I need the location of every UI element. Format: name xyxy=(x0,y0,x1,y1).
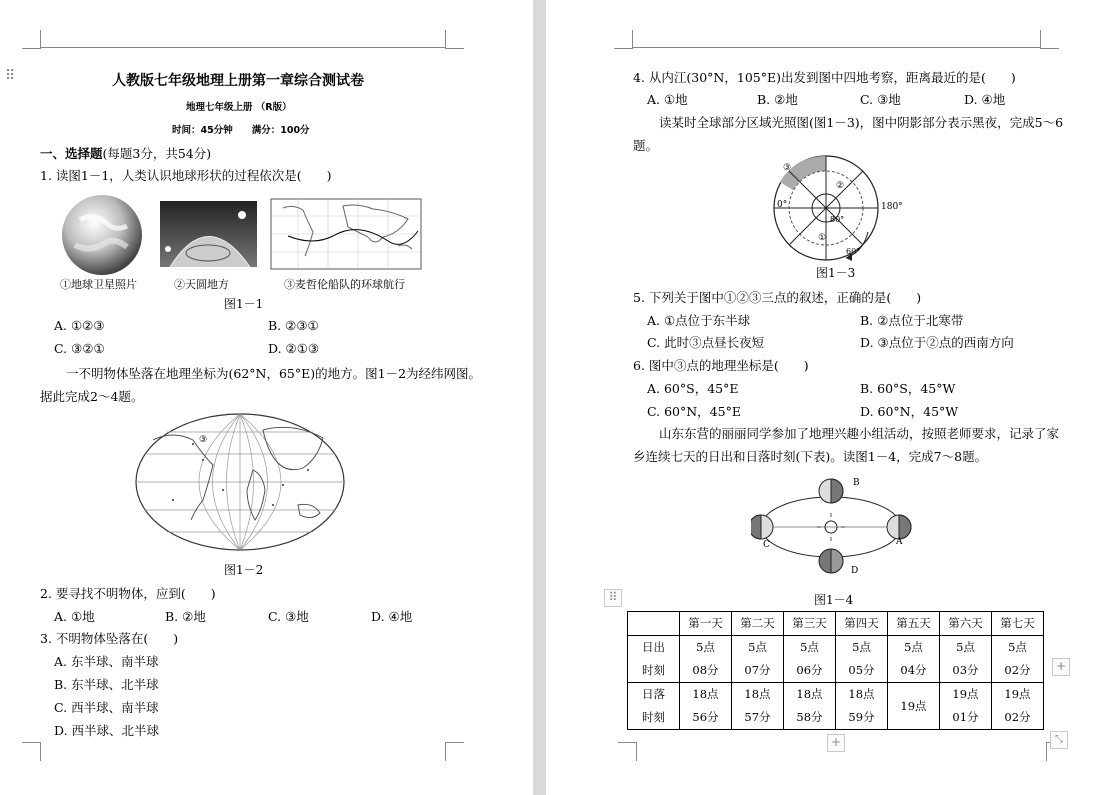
fig4-label-a: A xyxy=(896,537,903,547)
fig3-label-80deg: 80° xyxy=(830,215,845,224)
table-cell: 5点 02分 xyxy=(992,636,1044,683)
intro-2-4-line2: 据此完成2～4题。 xyxy=(40,389,144,404)
fig3-point-1: ① xyxy=(818,233,827,243)
earth-orbit-diagram xyxy=(751,475,921,585)
question-6: 6. 图中③点的地理坐标是( ) xyxy=(633,358,809,373)
fig4-label-c: C xyxy=(763,540,770,550)
q2-option-a[interactable]: A. ①地 xyxy=(54,609,95,624)
add-row-button[interactable]: + xyxy=(827,734,845,752)
table-cell: 5点 05分 xyxy=(836,636,888,683)
add-column-button[interactable]: + xyxy=(1052,658,1070,676)
q5-option-c[interactable]: C. 此时③点昼长夜短 xyxy=(647,335,765,350)
table-day-header: 第三天 xyxy=(784,612,836,636)
table-cell: 5点 03分 xyxy=(940,636,992,683)
fig3-label-60deg: 60° xyxy=(846,247,861,256)
page-corner-mark xyxy=(445,742,464,761)
q3-option-a[interactable]: A. 东半球、南半球 xyxy=(54,654,159,669)
q1-option-a[interactable]: A. ①②③ xyxy=(54,318,105,333)
fig4-label-b: B xyxy=(853,478,860,488)
page-corner-mark xyxy=(445,30,464,49)
intro-5-6-line2: 题。 xyxy=(633,138,659,153)
q2-option-b[interactable]: B. ②地 xyxy=(165,609,206,624)
table-cell: 19点 02分 xyxy=(992,683,1044,730)
q4-option-b[interactable]: B. ②地 xyxy=(757,92,798,107)
table-cell: 18点 59分 xyxy=(836,683,888,730)
table-drag-handle-icon[interactable]: ⠿ xyxy=(604,589,622,607)
q1-option-b[interactable]: B. ②③① xyxy=(268,318,319,333)
fig3-point-2: ② xyxy=(836,181,845,191)
table-cell: 19点 xyxy=(888,683,940,730)
fig4-label-d: D xyxy=(851,566,859,576)
page-gap xyxy=(533,0,546,795)
table-header-row xyxy=(628,612,1044,636)
left-page xyxy=(0,0,533,795)
fig3-point-3: ③ xyxy=(783,163,792,173)
q6-option-b[interactable]: B. 60°S，45°W xyxy=(860,381,956,396)
intro-5-6-line1: 读某时全球部分区域光照图(图1－3)，图中阴影部分表示黑夜，完成5～6 xyxy=(659,115,1064,130)
q2-option-c[interactable]: C. ③地 xyxy=(268,609,309,624)
q2-option-d[interactable]: D. ④地 xyxy=(371,609,413,624)
page-title: 人教版七年级地理上册第一章综合测试卷 xyxy=(112,73,364,89)
q6-option-a[interactable]: A. 60°S，45°E xyxy=(647,381,739,396)
svg-text:③: ③ xyxy=(199,435,208,445)
fig1-label-2: ②天圆地方 xyxy=(174,278,229,291)
drag-handle-icon[interactable]: ⠿ xyxy=(5,68,16,84)
subtitle: 地理七年级上册 （R版） xyxy=(186,102,292,113)
exam-info: 时间：45分钟 满分：100分 xyxy=(172,125,310,136)
fig1-label-1: ①地球卫星照片 xyxy=(60,278,137,291)
fig3-label-0deg: 0° xyxy=(777,200,788,210)
page-corner-mark xyxy=(22,30,41,49)
table-cell: 5点 07分 xyxy=(732,636,784,683)
q4-option-a[interactable]: A. ①地 xyxy=(647,92,688,107)
q6-option-c[interactable]: C. 60°N，45°E xyxy=(647,404,741,419)
fig3-label-180deg: 180° xyxy=(881,202,903,212)
table-row-sunset xyxy=(628,683,1044,730)
fig2-caption: 图1－2 xyxy=(224,563,264,577)
table-day-header: 第四天 xyxy=(836,612,888,636)
question-2: 2. 要寻找不明物体，应到( ) xyxy=(40,586,216,601)
q5-option-a[interactable]: A. ①点位于东半球 xyxy=(647,313,751,328)
question-4: 4. 从内江(30°N，105°E)出发到图中四地考察，距离最近的是( ) xyxy=(633,70,1016,85)
table-day-header: 第六天 xyxy=(940,612,992,636)
table-row-label: 日出 时刻 xyxy=(628,636,680,683)
table-cell: 18点 58分 xyxy=(784,683,836,730)
q3-option-d[interactable]: D. 西半球、北半球 xyxy=(54,723,160,738)
sunrise-sunset-table xyxy=(627,611,1044,730)
table-corner-cell xyxy=(628,612,680,636)
q4-option-d[interactable]: D. ④地 xyxy=(964,92,1006,107)
intro-2-4-line1: 一不明物体坠落在地理坐标为(62°N，65°E)的地方。图1－2为经纬网图。 xyxy=(66,366,482,381)
table-row-label: 日落 时刻 xyxy=(628,683,680,730)
table-day-header: 第七天 xyxy=(992,612,1044,636)
magellan-route-map xyxy=(268,196,426,274)
section-heading xyxy=(40,144,211,162)
fig3-caption: 图1－3 xyxy=(816,266,856,280)
page-corner-mark xyxy=(22,742,41,761)
intro-7-8-line1: 山东东营的丽丽同学参加了地理兴趣小组活动，按照老师要求，记录了家 xyxy=(659,426,1060,441)
page-corner-mark xyxy=(614,30,633,49)
table-cell: 19点 01分 xyxy=(940,683,992,730)
globe-photo-image xyxy=(55,195,150,275)
q1-option-c[interactable]: C. ③②① xyxy=(54,341,105,356)
section-label: 一、选择题 xyxy=(40,146,103,161)
question-3: 3. 不明物体坠落在( ) xyxy=(40,631,179,646)
resize-table-icon[interactable]: ⤡ xyxy=(1050,731,1068,749)
q3-option-c[interactable]: C. 西半球、南半球 xyxy=(54,700,159,715)
question-5: 5. 下列关于图中①②③三点的叙述，正确的是( ) xyxy=(633,290,922,305)
q4-option-c[interactable]: C. ③地 xyxy=(860,92,901,107)
fig4-caption: 图1－4 xyxy=(814,593,854,607)
header-line xyxy=(40,47,445,48)
page-corner-mark xyxy=(1040,30,1059,49)
table-day-header: 第五天 xyxy=(888,612,940,636)
right-page xyxy=(546,0,1100,795)
table-day-header: 第一天 xyxy=(680,612,732,636)
q5-option-b[interactable]: B. ②点位于北寒带 xyxy=(860,313,964,328)
table-cell: 5点 04分 xyxy=(888,636,940,683)
q3-option-b[interactable]: B. 东半球、北半球 xyxy=(54,677,159,692)
table-cell: 18点 57分 xyxy=(732,683,784,730)
q1-option-d[interactable]: D. ②①③ xyxy=(268,341,320,356)
table-cell: 5点 06分 xyxy=(784,636,836,683)
header-line xyxy=(632,47,1040,48)
graticule-world-map xyxy=(133,410,348,555)
fig1-caption: 图1－1 xyxy=(224,297,264,311)
table-cell: 5点 08分 xyxy=(680,636,732,683)
intro-7-8-line2: 乡连续七天的日出和日落时刻(下表)。读图1－4，完成7～8题。 xyxy=(633,449,988,464)
table-cell: 18点 56分 xyxy=(680,683,732,730)
fig1-label-3: ③麦哲伦船队的环球航行 xyxy=(284,278,405,291)
q6-option-d[interactable]: D. 60°N，45°W xyxy=(860,404,959,419)
section-rule: (每题3分，共54分) xyxy=(102,146,212,161)
page-corner-mark xyxy=(618,742,637,761)
table-day-header: 第二天 xyxy=(732,612,784,636)
q5-option-d[interactable]: D. ③点位于②点的西南方向 xyxy=(860,335,1014,350)
table-row-sunrise xyxy=(628,636,1044,683)
question-1: 1. 读图1－1，人类认识地球形状的过程依次是( ) xyxy=(40,168,332,183)
sky-dome-image xyxy=(160,201,257,267)
